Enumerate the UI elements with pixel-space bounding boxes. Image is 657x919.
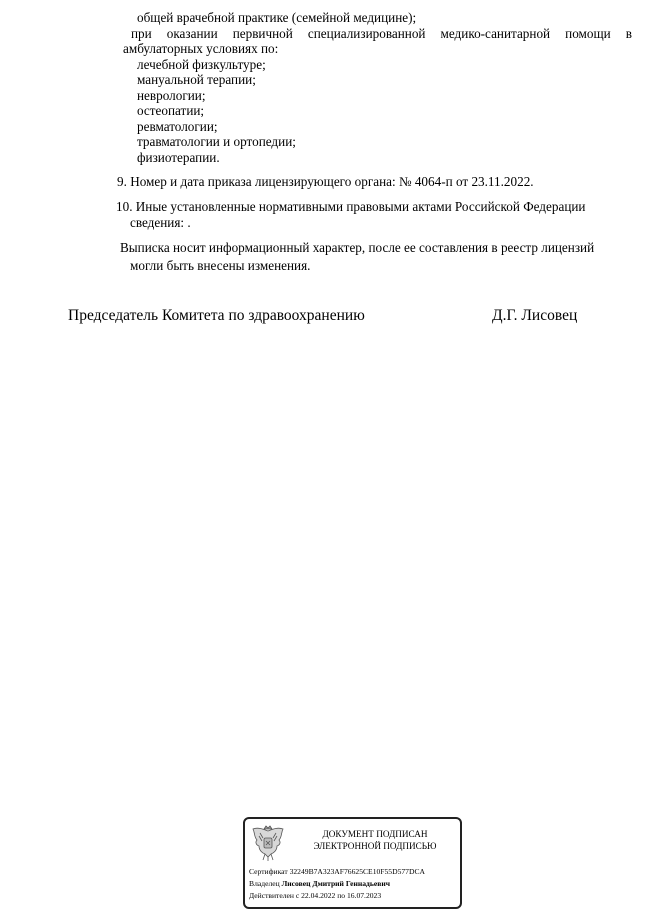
list-item: общей врачебной практике (семейной медицине); [137, 10, 417, 25]
owner-line [249, 879, 390, 889]
signatory-name: Д.Г. Лисовец [492, 307, 578, 324]
validity-line: Действителен с 22.04.2022 по 16.07.2023 [249, 891, 382, 900]
electronic-signature-stamp [243, 817, 462, 909]
list-item: амбулаторных условиях по: [123, 41, 279, 56]
item-10-line1: 10. Иные установленные нормативными правовыми актами Российской Федерации [116, 199, 586, 214]
coat-of-arms-icon [251, 823, 285, 863]
certificate-value: 32249B7A323AF76625CE10F55D577DCA [289, 867, 426, 876]
stamp-title-line2: ЭЛЕКТРОННОЙ ПОДПИСЬЮ [313, 841, 437, 851]
owner-value: Лисовец Дмитрий Геннадьевич [281, 879, 390, 888]
certificate-line [249, 867, 425, 877]
item-10-line2: сведения: . [130, 215, 191, 230]
stamp-title-line1: ДОКУМЕНТ ПОДПИСАН [322, 829, 428, 839]
list-item: остеопатии; [137, 103, 205, 118]
list-item: травматологии и ортопедии; [137, 134, 296, 149]
list-item: ревматологии; [137, 119, 218, 134]
note-line2: могли быть внесены изменения. [130, 258, 311, 273]
owner-label: Владелец [249, 879, 280, 888]
list-item: при оказании первичной специализированной медико-санитарной помощи в [131, 26, 632, 41]
list-item: физиотерапии. [137, 150, 220, 165]
item-9-order: 9. Номер и дата приказа лицензирующего органа: № 4064-п от 23.11.2022. [117, 174, 534, 189]
signatory-position: Председатель Комитета по здравоохранению [68, 307, 365, 324]
certificate-label: Сертификат [249, 867, 288, 876]
list-item: лечебной физкультуре; [137, 57, 266, 72]
list-item: мануальной терапии; [137, 72, 256, 87]
note-line1: Выписка носит информационный характер, после ее составления в реестр лицензий [120, 240, 595, 255]
list-item: неврологии; [137, 88, 206, 103]
